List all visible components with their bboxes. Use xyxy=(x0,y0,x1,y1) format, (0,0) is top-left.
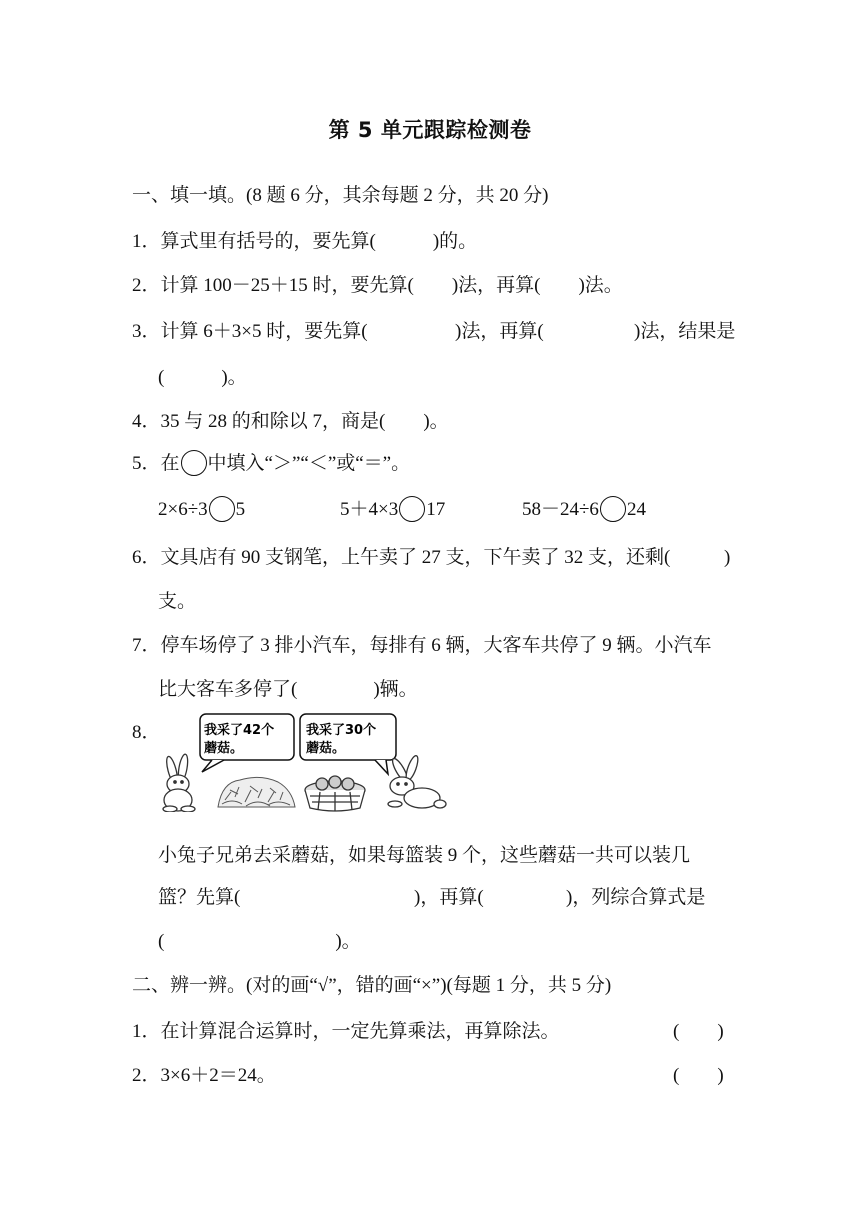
page-title: 第 5 单元跟踪检测卷 xyxy=(328,118,532,142)
question-5-expr-3 xyxy=(522,497,646,524)
mushroom-pile-icon xyxy=(218,777,295,807)
section1-heading: 一、填一填。(8 题 6 分，其余每题 2 分，共 20 分) xyxy=(132,185,549,206)
section2-heading: 二、辨一辨。(对的画“√”，错的画“×”)(每题 1 分，共 5 分) xyxy=(132,975,612,996)
question-8-number: 8． xyxy=(132,722,161,743)
expr-3-left: 58－24÷6 xyxy=(522,499,599,520)
judge-question-1: 1．在计算混合运算时，一定先算乘法，再算除法。 xyxy=(132,1021,560,1042)
rabbits-mushroom-illustration xyxy=(150,712,450,812)
expr-1-right: 5 xyxy=(235,499,246,520)
question-7: 7．停车场停了 3 排小汽车，每排有 6 辆，大客车共停了 9 辆。小汽车 xyxy=(132,635,712,656)
judge-answer-2[interactable]: ( ) xyxy=(673,1065,724,1086)
question-3-part-b: )法，再算( xyxy=(455,321,544,342)
compare-circle-3[interactable] xyxy=(600,496,626,522)
compare-circle-2[interactable] xyxy=(399,496,425,522)
bubble-2-line-2: 蘑菇。 xyxy=(306,741,346,756)
basket-icon xyxy=(305,776,365,811)
left-rabbit-icon xyxy=(163,754,195,812)
compare-circle xyxy=(181,450,207,476)
expr-2-right: 17 xyxy=(426,499,446,520)
question-7-cont: 比大客车多停了( )辆。 xyxy=(158,679,418,700)
question-6-unit: 支。 xyxy=(158,591,197,612)
expr-3-right: 24 xyxy=(626,499,646,520)
question-3-part-c: )法，结果是 xyxy=(634,321,736,342)
question-4: 4．35 与 28 的和除以 7，商是( )。 xyxy=(132,411,449,432)
question-3-part-a: 3．计算 6＋3×5 时，要先算( xyxy=(132,321,368,342)
question-3-answer: ( )。 xyxy=(158,367,247,388)
compare-circle-1[interactable] xyxy=(209,496,235,522)
question-8-line-2a: 篮？先算( xyxy=(158,887,241,908)
question-5-prompt xyxy=(132,451,410,478)
question-8-line-3: ( )。 xyxy=(158,931,361,952)
bubble-1-line-2: 蘑菇。 xyxy=(204,741,244,756)
bubble-1-line-1: 我采了42个 xyxy=(204,723,275,738)
expr-2-left: 5＋4×3 xyxy=(340,499,399,520)
question-8-line-2c: )，列综合算式是 xyxy=(566,887,706,908)
question-5-expr-1 xyxy=(158,497,245,524)
right-rabbit-icon xyxy=(388,754,446,808)
question-6-close: ) xyxy=(724,547,731,568)
judge-answer-1[interactable]: ( ) xyxy=(673,1021,724,1042)
question-5-suffix: 中填入“＞”“＜”或“＝”。 xyxy=(207,453,411,474)
question-5-prefix: 5．在 xyxy=(132,453,180,474)
question-2: 2．计算 100－25＋15 时，要先算( )法，再算( )法。 xyxy=(132,275,623,296)
question-6: 6．文具店有 90 支钢笔，上午卖了 27 支，下午卖了 32 支，还剩( xyxy=(132,547,671,568)
judge-question-2: 2．3×6＋2＝24。 xyxy=(132,1065,276,1086)
expr-1-left: 2×6÷3 xyxy=(158,499,208,520)
question-5-expr-2 xyxy=(340,497,445,524)
question-8-line-2b: )，再算( xyxy=(414,887,484,908)
bubble-2-line-1: 我采了30个 xyxy=(306,723,377,738)
question-1: 1．算式里有括号的，要先算( )的。 xyxy=(132,231,478,252)
question-8-line-1: 小兔子兄弟去采蘑菇，如果每篮装 9 个，这些蘑菇一共可以装几 xyxy=(158,845,691,866)
